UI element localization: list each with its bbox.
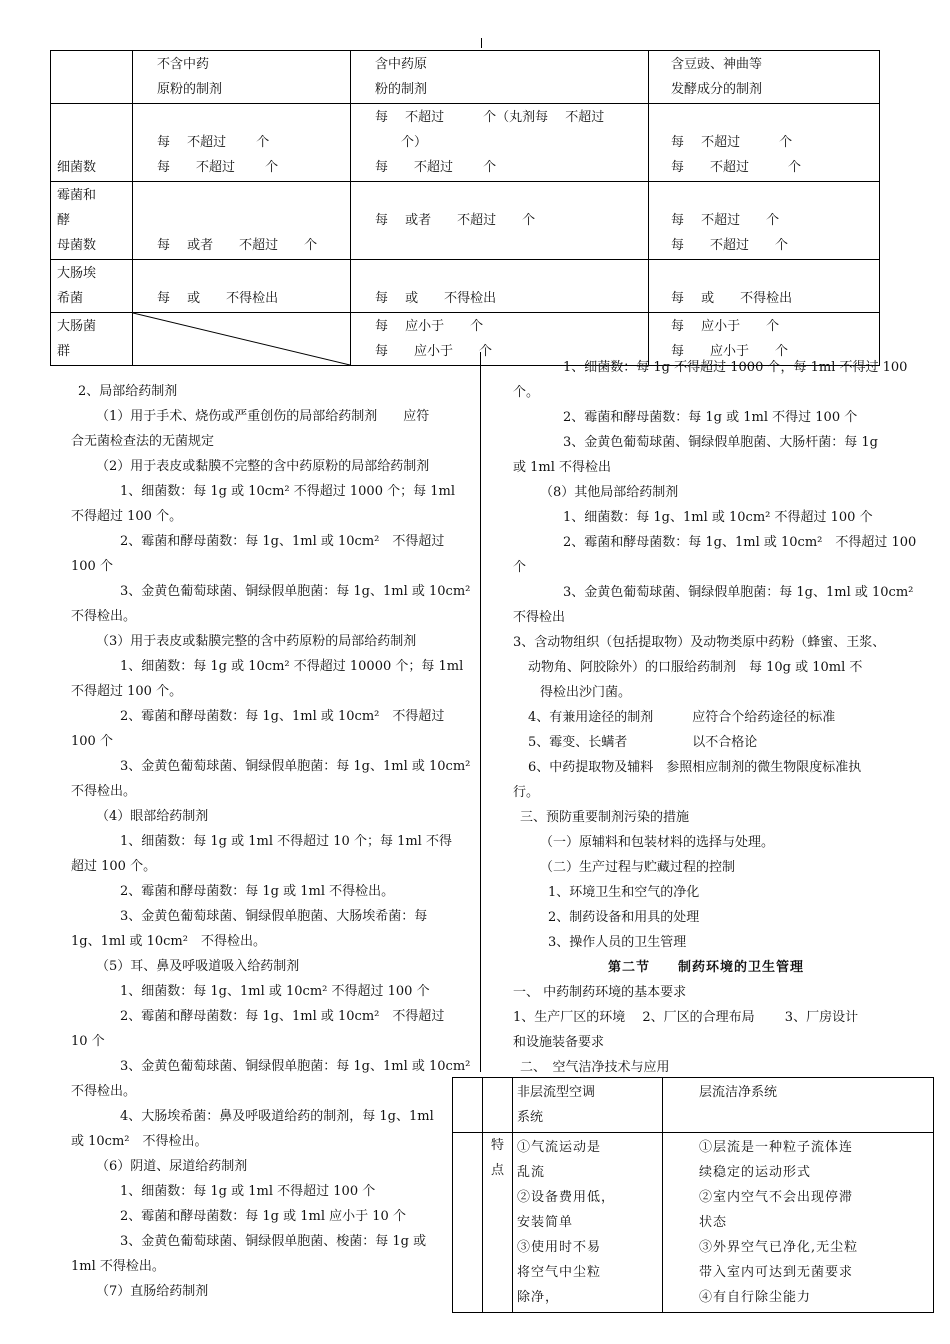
table-cell — [133, 104, 351, 182]
text-line: 3、金黄色葡萄球菌、铜绿假单胞菌：每 1g、1ml 或 10cm² — [120, 584, 471, 599]
header-text: 含豆豉、神曲等 发酵成分的制剂 — [671, 57, 763, 97]
row-label-text: 特 点 — [490, 1138, 504, 1178]
text-line: 6、中药提取物及辅料 参照相应制剂的微生物限度标准执 — [528, 760, 862, 775]
column-divider — [480, 352, 481, 1072]
text-line: （二）生产过程与贮藏过程的控制 — [540, 860, 736, 875]
text-line: 1、细菌数：每 1g 或 1ml 不得超过 10 个；每 1ml 不得 — [120, 834, 452, 849]
text-line: 100 个 — [71, 559, 113, 574]
text-line: （3）用于表皮或黏膜完整的含中药原粉的局部给药制剂 — [96, 634, 417, 649]
row-label-text: 大肠菌 群 — [57, 319, 97, 359]
row-label-text: 细菌数 — [57, 160, 97, 175]
cell-text: 每 不超过 个 每 不超过 个 — [671, 135, 802, 175]
header-empty-cell — [483, 1078, 513, 1133]
cell-text: 每 或 不得检出 — [671, 291, 793, 306]
text-line: 1g、1ml 或 10cm² 不得检出。 — [71, 934, 266, 949]
cell-text: 每 不超过 个 每 不超过 个 — [157, 135, 279, 175]
text-line: （6）阴道、尿道给药制剂 — [96, 1159, 248, 1174]
text-line: 个 — [513, 560, 527, 575]
text-line: 和设施装备要求 — [513, 1035, 605, 1050]
table-cell — [663, 1133, 934, 1313]
air-clean-table — [452, 1077, 934, 1313]
row-label — [483, 1133, 513, 1313]
header-text: 非层流型空调 系统 — [517, 1085, 596, 1125]
text-line: 3、金黄色葡萄球菌、铜绿假单胞菌：每 1g、1ml 或 10cm² — [120, 759, 471, 774]
text-line: （5）耳、鼻及呼吸道吸入给药制剂 — [96, 959, 300, 974]
header-text: 含中药原 粉的制剂 — [375, 57, 428, 97]
text-line: 1ml 不得检出。 — [71, 1259, 165, 1274]
text-line: （4）眼部给药制剂 — [96, 809, 209, 824]
text-line: 3、金黄色葡萄球菌、铜绿假单胞菌：每 1g、1ml 或 10cm² — [120, 1059, 471, 1074]
text-line: 1、环境卫生和空气的净化 — [548, 885, 700, 900]
text-line: 1、细菌数：每 1g、1ml 或 10cm² 不得超过 100 个 — [120, 984, 430, 999]
text-line: 3、操作人员的卫生管理 — [548, 935, 687, 950]
header-cell — [513, 1078, 663, 1133]
text-line: 3、金黄色葡萄球菌、铜绿假单胞菌：每 1g、1ml 或 10cm² — [563, 585, 914, 600]
text-line: 动物角、阿胶除外）的口服给药制剂 每 10g 或 10ml 不 — [528, 660, 863, 675]
row-label-text: 大肠埃 希菌 — [57, 266, 97, 306]
row-label — [51, 313, 133, 366]
text-line: 个。 — [513, 385, 540, 400]
text-line: 二、 空气洁净技术与应用 — [520, 1060, 670, 1075]
text-line: 3、金黄色葡萄球菌、铜绿假单胞菌、大肠杆菌：每 1g — [563, 435, 878, 450]
table-cell — [453, 1133, 483, 1313]
table-cell — [513, 1133, 663, 1313]
text-line: 或 10cm² 不得检出。 — [71, 1134, 208, 1149]
table-row — [453, 1133, 934, 1313]
table-cell — [133, 260, 351, 313]
table-cell — [649, 104, 880, 182]
text-line: （1）用于手术、烧伤或严重创伤的局部给药制剂 应符 — [96, 409, 430, 424]
table-header-row — [51, 51, 880, 104]
table-row — [51, 104, 880, 182]
text-line: 4、大肠埃希菌：鼻及呼吸道给药的制剂，每 1g、1ml — [120, 1109, 434, 1124]
text-line: （一）原辅料和包装材料的选择与处理。 — [540, 835, 775, 850]
diagonal-empty-cell — [133, 313, 351, 366]
text-line: 不得检出 — [513, 610, 566, 625]
cell-text: 每 应小于 个 每 应小于 个 — [375, 319, 493, 359]
header-empty-cell — [453, 1078, 483, 1133]
text-line: 合无菌检查法的无菌规定 — [71, 434, 215, 449]
text-line: 2、霉菌和酵母菌数：每 1g 或 1ml 应小于 10 个 — [120, 1209, 406, 1224]
text-line: 超过 100 个。 — [71, 859, 157, 874]
cell-text: 每 应小于 个 每 应小于 个 — [671, 319, 789, 359]
header-cell — [133, 51, 351, 104]
text-line: 不得检出。 — [71, 1084, 137, 1099]
text-line: （2）用于表皮或黏膜不完整的含中药原粉的局部给药制剂 — [96, 459, 430, 474]
text-line: 1、生产厂区的环境 2、厂区的合理布局 3、厂房设计 — [513, 1010, 859, 1025]
text-line: 2、霉菌和酵母菌数：每 1g、1ml 或 10cm² 不得超过 — [120, 1009, 445, 1024]
text-line: 不得检出。 — [71, 609, 137, 624]
microbial-limit-table — [50, 50, 880, 366]
text-line: 不得超过 100 个。 — [71, 684, 183, 699]
table-cell — [351, 182, 649, 260]
table-cell — [649, 182, 880, 260]
row-label — [51, 260, 133, 313]
row-label — [51, 104, 133, 182]
text-line: 10 个 — [71, 1034, 105, 1049]
section-title: 第二节 制药环境的卫生管理 — [608, 960, 805, 975]
text-line: 3、含动物组织（包括提取物）及动物类原中药粉（蜂蜜、王浆、 — [513, 635, 886, 650]
table-row — [51, 260, 880, 313]
header-empty-cell — [51, 51, 133, 104]
cell-text: 每 或 不得检出 — [157, 291, 279, 306]
text-line: 1、细菌数：每 1g、1ml 或 10cm² 不得超过 100 个 — [563, 510, 873, 525]
text-line: 2、霉菌和酵母菌数：每 1g 或 1ml 不得检出。 — [120, 884, 395, 899]
text-line: 1、细菌数：每 1g 或 10cm² 不得超过 10000 个；每 1ml — [120, 659, 464, 674]
cell-text: ①气流运动是 乱流 ②设备费用低， 安装简单 ③使用时不易 将空气中尘粒 除净， — [517, 1140, 616, 1305]
text-line: 2、局部给药制剂 — [78, 384, 178, 399]
text-line: 4、有兼用途径的制剂 应符合个给药途径的标准 — [528, 710, 836, 725]
text-line: 三、预防重要制剂污染的措施 — [520, 810, 690, 825]
header-cell — [663, 1078, 934, 1133]
row-label-text: 霉菌和 酵 母菌数 — [57, 188, 97, 253]
text-line: 不得超过 100 个。 — [71, 509, 183, 524]
table-cell — [133, 182, 351, 260]
text-line: 1、细菌数：每 1g 或 1ml 不得超过 100 个 — [120, 1184, 376, 1199]
table-row — [51, 182, 880, 260]
text-line: 3、金黄色葡萄球菌、铜绿假单胞菌、梭菌：每 1g 或 — [120, 1234, 427, 1249]
text-line: 或 1ml 不得检出 — [513, 460, 612, 475]
table-header-row — [453, 1078, 934, 1133]
page-tick — [481, 38, 482, 48]
text-line: 行。 — [513, 785, 540, 800]
text-line: 100 个 — [71, 734, 113, 749]
text-line: 2、霉菌和酵母菌数：每 1g、1ml 或 10cm² 不得超过 — [120, 709, 445, 724]
text-line: 1、细菌数：每 1g 不得超过 1000 个，每 1ml 不得过 100 — [563, 360, 908, 375]
cell-text: 每 不超过 个（丸剂每 不超过 个） 每 不超过 个 — [375, 110, 605, 175]
cell-text: 每 或者 不超过 个 — [157, 238, 318, 253]
cell-text: ①层流是一种粒子流体连 续稳定的运动形式 ②室内空气不会出现停滞 状态 ③外界空气已净化,无尘粒 带入室内可达到无菌要求 ④有自行除尘能力 — [699, 1140, 859, 1305]
text-line: （8）其他局部给药制剂 — [540, 485, 679, 500]
text-line: 得检出沙门菌。 — [540, 685, 632, 700]
cell-text: 每 或者 不超过 个 — [375, 213, 536, 228]
header-cell — [649, 51, 880, 104]
cell-text: 每 或 不得检出 — [375, 291, 497, 306]
header-text: 不含中药 原粉的制剂 — [157, 57, 223, 97]
text-line: 2、制药设备和用具的处理 — [548, 910, 700, 925]
text-line: （7）直肠给药制剂 — [96, 1284, 209, 1299]
table-cell — [649, 260, 880, 313]
cell-text: 每 不超过 个 每 不超过 个 — [671, 213, 789, 253]
header-text: 层流洁净系统 — [699, 1085, 778, 1100]
text-line: 不得检出。 — [71, 784, 137, 799]
diagonal-line — [133, 313, 350, 365]
text-line: 2、霉菌和酵母菌数：每 1g、1ml 或 10cm² 不得超过 — [120, 534, 445, 549]
text-line: 5、霉变、长螨者 以不合格论 — [528, 735, 758, 750]
table-cell — [351, 104, 649, 182]
text-line: 3、金黄色葡萄球菌、铜绿假单胞菌、大肠埃希菌：每 — [120, 909, 428, 924]
text-line: 2、霉菌和酵母菌数：每 1g、1ml 或 10cm² 不得超过 100 — [563, 535, 917, 550]
text-line: 1、细菌数：每 1g 或 10cm² 不得超过 1000 个；每 1ml — [120, 484, 455, 499]
row-label — [51, 182, 133, 260]
header-cell — [351, 51, 649, 104]
text-line: 一、 中药制药环境的基本要求 — [513, 985, 687, 1000]
text-line: 2、霉菌和酵母菌数：每 1g 或 1ml 不得过 100 个 — [563, 410, 858, 425]
table-cell — [351, 260, 649, 313]
